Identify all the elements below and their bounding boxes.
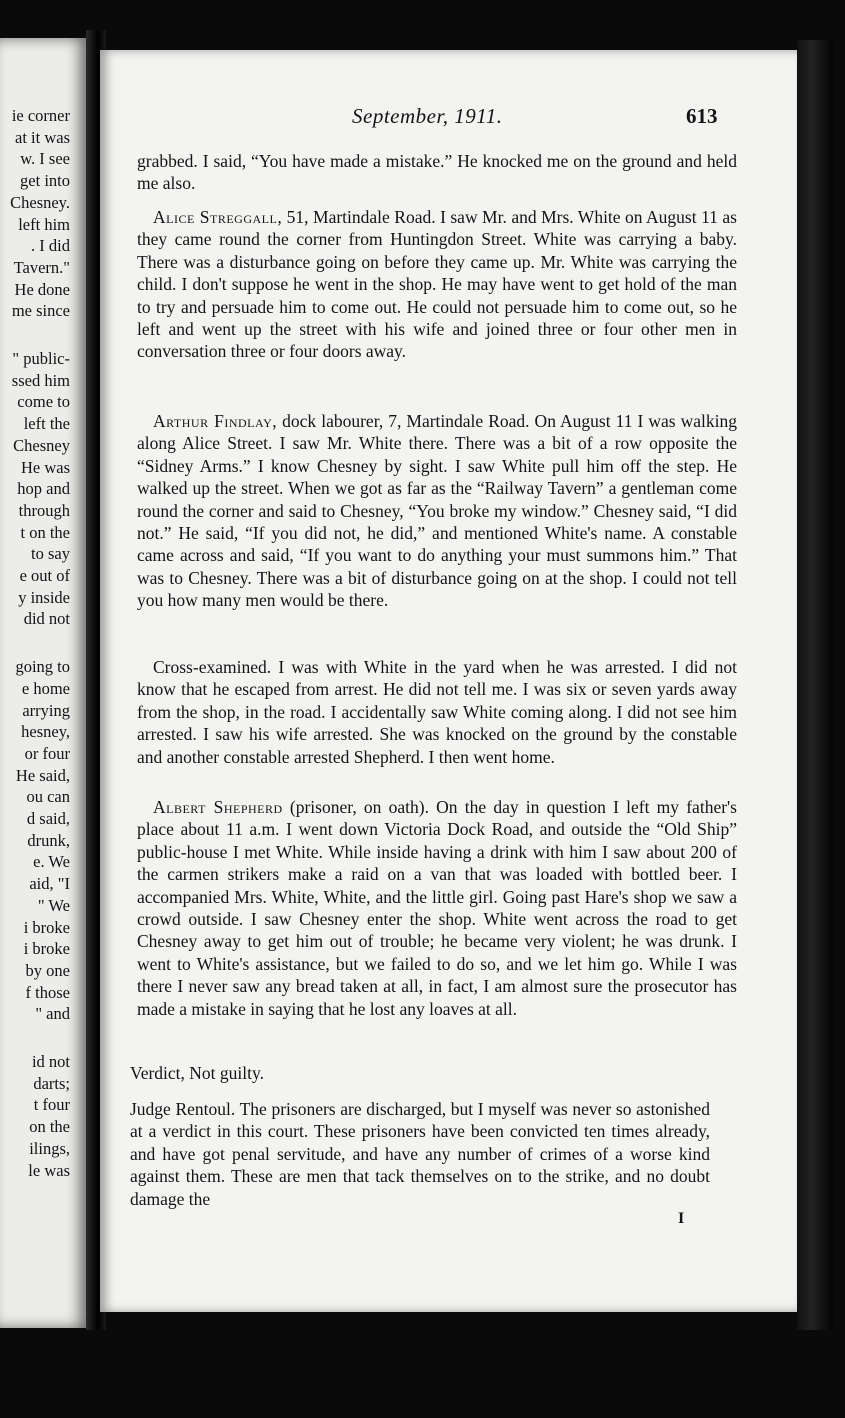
left-page-line: Chesney. — [10, 192, 70, 212]
left-page-line: id not — [31, 1052, 70, 1071]
left-page-line: through — [18, 500, 70, 520]
left-page-line: . I did — [31, 236, 70, 256]
signature-mark: I — [678, 1210, 685, 1227]
left-page-line: hop and — [17, 479, 70, 499]
left-page-line: He was — [20, 457, 70, 477]
witness-name: Arthur Findlay, — [153, 411, 278, 431]
left-page-line: get into — [20, 171, 70, 191]
left-page-line: aid, "I — [29, 874, 70, 894]
left-page-line: by one — [25, 960, 70, 980]
paragraph-text: Judge Rentoul. The prisoners are discharged, but I myself was never so astonished at a verdict in this court. These prisoners have been convicted ten times already, and have got penal servitude, and have any number of crimes of a worse kind against them. These are men that tack themselves on to the strike, and no doubt damage the — [130, 1099, 710, 1209]
witness-name: Albert Shepherd — [153, 797, 283, 817]
left-page-line: t four — [33, 1095, 70, 1115]
paragraph-text: 51, Martindale Road. I saw Mr. and Mrs. White on August 11 as they came round the corner from Huntingdon Street. White was carrying a baby. There was a disturbance going on before they came up. Mr. White was carrying the child. I don't suppose he went in the shop. He may have went to get hold of the man to try and persuade him to come out. He could not persuade him to come out, so he left and went up the street with his wife and joined three or four other men in conversation three or four doors away. — [137, 207, 737, 362]
left-page-line: ou can — [26, 787, 70, 807]
left-page-line: Chesney — [13, 435, 70, 455]
left-page-line: ssed him — [11, 370, 70, 390]
left-page-line: me since — [11, 301, 70, 321]
left-page-line: y inside — [18, 587, 70, 607]
left-page-line: i broke — [23, 939, 70, 959]
left-page-line: le was — [28, 1160, 70, 1180]
paragraph-judge-rentoul — [130, 1098, 710, 1210]
left-page-line: " We — [37, 895, 70, 915]
left-page-line: He done — [14, 279, 70, 299]
page-header — [100, 104, 797, 132]
left-page-line: i broke — [23, 917, 70, 937]
book-edge — [797, 40, 833, 1330]
paragraph-arthur-findlay — [137, 410, 737, 612]
left-page-line: e out of — [19, 566, 70, 585]
left-page-line: left him — [18, 214, 70, 234]
left-page-line: Tavern." — [13, 257, 70, 277]
left-page-line: or four — [24, 743, 70, 763]
left-page-line: He said, — [15, 765, 70, 785]
left-page-line: to say — [31, 544, 70, 564]
left-page-line: on the — [29, 1117, 70, 1137]
left-page-line: left the — [23, 414, 70, 434]
paragraph-cross-examined — [137, 656, 737, 768]
left-page-line: ilings, — [29, 1138, 70, 1158]
paragraph-text: dock labourer, 7, Martindale Road. On August 11 I was walking along Alice Street. I saw Mr. White there. There was a bit of a row opposite the “Sidney Arms.” I know Chesney by sight. I saw White pull him off the step. He walked up the street. When we got as far as the “Railway Tavern” a gentleman come round the corner and said to Chesney, “You broke my window.” Chesney said, “I did not.” He said, “If you did not, he did,” and mentioned White's name. A constable came across and said, “If you want to do anything your must summons him.” That was to Chesney. There was a bit of disturbance going on at the shop. I could not tell you how many men would be there. — [137, 411, 737, 611]
running-head: September, 1911. — [352, 104, 503, 128]
left-page-line: f those — [25, 982, 70, 1002]
left-page-line: arrying — [22, 700, 70, 720]
paragraph-alice-streggall — [137, 206, 737, 363]
left-page-line: hesney, — [21, 722, 70, 742]
witness-name: Alice Streggall, — [153, 207, 283, 227]
paragraph-verdict — [130, 1062, 730, 1084]
left-page-line: w. I see — [20, 149, 70, 169]
paragraph-text: grabbed. I said, “You have made a mistake.” He knocked me on the ground and held me also. — [137, 151, 737, 194]
verdict-text: Verdict, Not guilty. — [130, 1063, 264, 1083]
left-page-line: e. We — [33, 852, 70, 872]
left-page-line: at it was — [15, 127, 70, 147]
left-page-line: d said, — [26, 809, 70, 828]
left-page-line: " and — [35, 1004, 70, 1024]
left-page-line: ie corner — [11, 106, 70, 125]
left-page-line: e home — [21, 678, 70, 698]
left-page-line: t on the — [20, 522, 70, 542]
paragraph-text: Cross-examined. I was with White in the yard when he was arrested. I did not know that he escaped from arrest. He did not tell me. I was six or seven yards away from the shop, in the road. I accidentally saw White coming along. I did not see him arrested. I saw his wife arrested. She was knocked on the ground by the constable and another constable arrested Shepherd. I then went home. — [137, 657, 737, 767]
paragraph-1 — [137, 150, 737, 195]
left-page-line: darts; — [33, 1073, 70, 1093]
page-number: 613 — [686, 104, 718, 128]
left-page-line: drunk, — [27, 830, 70, 850]
paragraph-albert-shepherd — [137, 796, 737, 1020]
left-facing-page — [0, 38, 88, 1328]
left-page-line: did not — [23, 609, 70, 629]
left-page-line: " public- — [12, 349, 70, 368]
paragraph-text: (prisoner, on oath). On the day in question I left my father's place about 11 a.m. I went down Victoria Dock Road, and outside the “Old Ship” public-house I met White. While inside having a drink with him I saw about 200 of the carmen strikers make a raid on a van that was loaded with bottled beer. I accompanied Mrs. White, White, and the little girl. Going past Hare's shop we saw a crowd outside. I saw Chesney enter the shop. White went across the road to get Chesney away to get him out of trouble; he became very violent; he was drunk. I went to White's assistance, but we failed to do so, and we let him go. While I was there I never saw any bread taken at all, in fact, I am almost sure the prosecutor has made a mistake in saying that he lost any loaves at all. — [137, 797, 737, 1019]
left-page-line: come to — [17, 392, 70, 412]
left-page-line: going to — [15, 657, 70, 677]
